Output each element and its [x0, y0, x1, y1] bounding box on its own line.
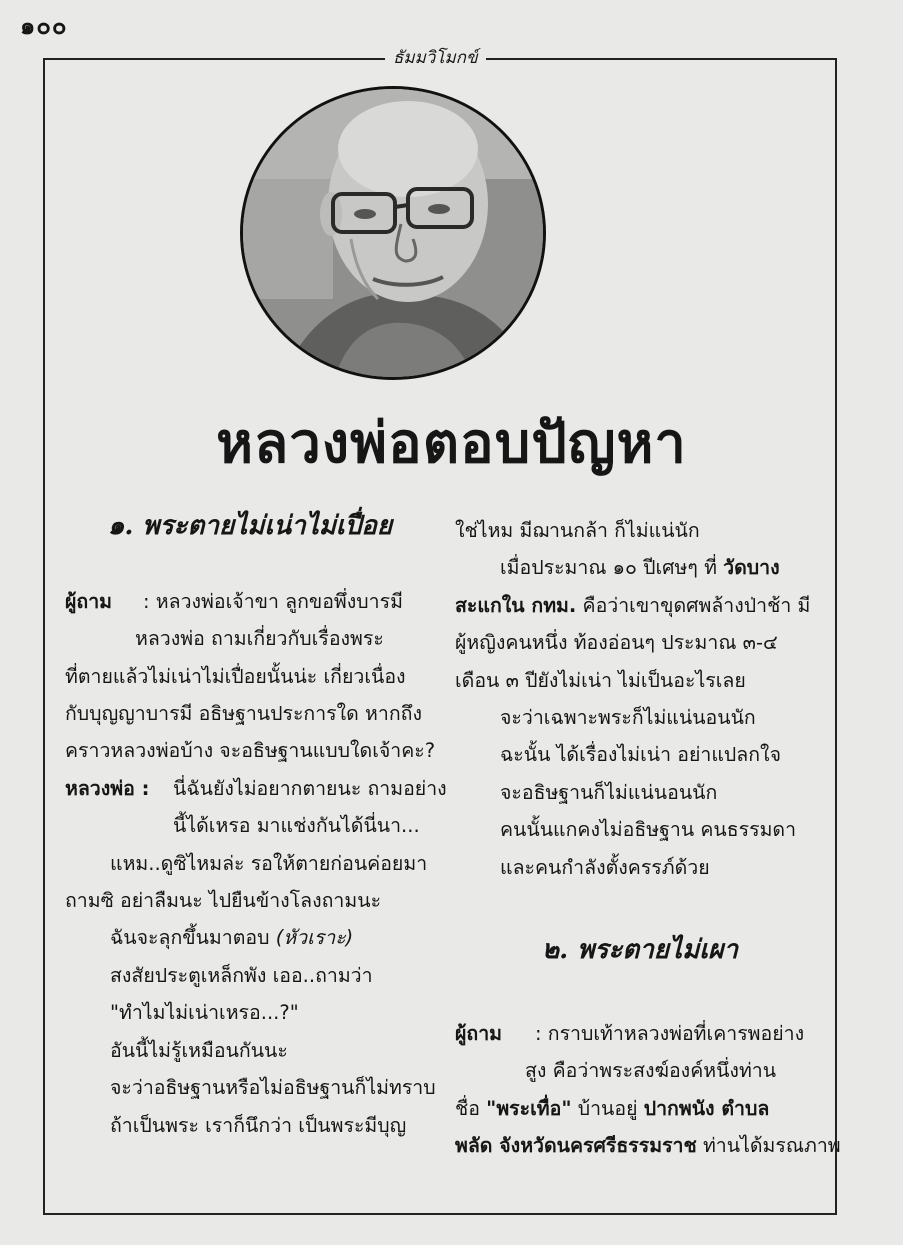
- question-line: คราวหลวงพ่อบ้าง จะอธิษฐานแบบใดเจ้าคะ?: [65, 739, 436, 763]
- body-line: ผู้หญิงคนหนึ่ง ท้องอ่อนๆ ประมาณ ๓-๔: [455, 631, 778, 655]
- answer-line: สงสัยประตูเหล็กพัง เออ..ถามว่า: [110, 963, 373, 987]
- body-line: ฉะนั้น ได้เรื่องไม่เน่า อย่าแปลกใจ: [500, 743, 781, 767]
- left-column: [65, 508, 447, 1144]
- answer-line: จะว่าอธิษฐานหรือไม่อธิษฐานก็ไม่ทราบ: [110, 1076, 436, 1100]
- question-line: ที่ตายแล้วไม่เน่าไม่เปื่อยนั้นน่ะ เกี่ยวเนื่อง: [65, 664, 406, 688]
- monk-portrait: [240, 86, 546, 380]
- answer-line: อันนี้ไม่รู้เหมือนกันนะ: [110, 1038, 288, 1062]
- body-line: เดือน ๓ ปียังไม่เน่า ไม่เป็นอะไรเลย: [455, 668, 746, 692]
- question-line: ผู้ถาม : กราบเท้าหลวงพ่อที่เคารพอย่าง: [455, 1015, 825, 1052]
- asker-label: ผู้ถาม: [455, 1021, 503, 1045]
- answer-line: ถามซิ อย่าลืมนะ ไปยืนข้างโลงถามนะ: [65, 889, 382, 913]
- monk-name: "พระเทื่อ": [486, 1096, 572, 1120]
- answer-label: หลวงพ่อ :: [65, 776, 150, 800]
- section-title-1: ๑. พระตายไม่เน่าไม่เปื่อย: [107, 511, 393, 541]
- asker-label: ผู้ถาม: [65, 589, 113, 613]
- place-name: สะแกใน กทม.: [455, 593, 577, 617]
- answer-line: หลวงพ่อ : นี่ฉันยังไม่อยากตายนะ ถามอย่าง: [65, 770, 435, 807]
- spacer: [455, 886, 825, 923]
- place-name: ปากพนัง ตำบล: [643, 1096, 770, 1120]
- article-title: หลวงพ่อตอบปัญหา: [216, 411, 687, 476]
- answer-line: นี้ได้เหรอ มาแช่งกันได้นี่นา...: [173, 814, 420, 838]
- answer-line: "ทำไมไม่เน่าเหรอ...?": [110, 1001, 299, 1025]
- laughter-note: (หัวเราะ): [275, 926, 354, 950]
- section-title-2: ๒. พระตายไม่เผา: [542, 935, 738, 966]
- question-line: ผู้ถาม : หลวงพ่อเจ้าขา ลูกขอพึ่งบารมี: [65, 583, 435, 620]
- spacer: [455, 977, 825, 1014]
- right-column: [455, 512, 841, 1165]
- question-line: สูง คือว่าพระสงฆ์องค์หนึ่งท่าน: [525, 1059, 777, 1083]
- answer-line: ถ้าเป็นพระ เราก็นึกว่า เป็นพระมีบุญ: [110, 1113, 407, 1137]
- page-number: ๑๐๐: [20, 12, 68, 40]
- body-line: คนนั้นแกคงไม่อธิษฐาน คนธรรมดา: [500, 818, 797, 842]
- body-line: สะแกใน กทม. คือว่าเขาขุดศพล้างป่าช้า มี: [455, 593, 811, 617]
- place-name: พลัด จังหวัดนครศรีธรรมราช: [455, 1134, 697, 1158]
- body-line: ใช่ไหม มีฌานกล้า ก็ไม่แน่นัก: [455, 519, 700, 542]
- body-line: และคนกำลังตั้งครรภ์ด้วย: [500, 855, 710, 879]
- question-line: หลวงพ่อ ถามเกี่ยวกับเรื่องพระ: [135, 627, 384, 651]
- spacer: [65, 545, 435, 582]
- running-head: ธัมมวิโมกข์: [385, 44, 486, 71]
- body-line: จะอธิษฐานก็ไม่แน่นอนนัก: [500, 780, 718, 804]
- place-name: วัดบาง: [723, 556, 780, 580]
- answer-line: แหม..ดูซิไหมล่ะ รอให้ตายก่อนค่อยมา: [110, 851, 428, 875]
- body-line: จะว่าเฉพาะพระก็ไม่แน่นอนนัก: [500, 706, 756, 730]
- body-line: เมื่อประมาณ ๑๐ ปีเศษๆ ที่ วัดบาง: [500, 556, 780, 580]
- question-line: ชื่อ "พระเทื่อ" บ้านอยู่ ปากพนัง ตำบล: [455, 1096, 770, 1120]
- question-line: กับบุญญาบารมี อธิษฐานประการใด หากถึง: [65, 702, 422, 726]
- question-line: พลัด จังหวัดนครศรีธรรมราช ท่านได้มรณภาพ: [455, 1134, 841, 1158]
- answer-line: ฉันจะลุกขึ้นมาตอบ (หัวเราะ): [110, 926, 354, 950]
